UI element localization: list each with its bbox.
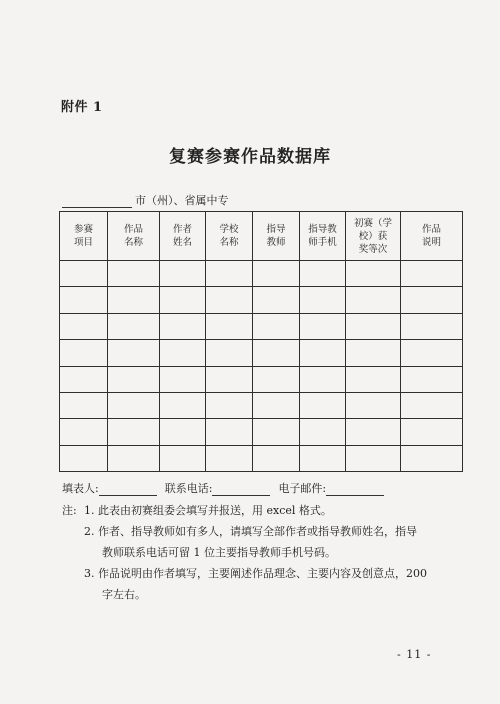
notes-label: 注: — [62, 504, 77, 517]
table-row — [60, 261, 463, 287]
table-cell[interactable] — [60, 340, 108, 366]
table-cell[interactable] — [300, 313, 346, 339]
table-cell[interactable] — [401, 313, 463, 339]
table-cell[interactable] — [108, 419, 160, 445]
header-advisor-phone: 指导教 师手机 — [300, 212, 346, 261]
table-cell[interactable] — [401, 287, 463, 313]
table-row — [60, 340, 463, 366]
table-cell[interactable] — [346, 366, 401, 392]
table-cell[interactable] — [401, 366, 463, 392]
table-row — [60, 392, 463, 418]
table-cell[interactable] — [206, 445, 253, 471]
note-item: 字左右。 — [102, 588, 146, 601]
header-author-name: 作者 姓名 — [160, 212, 206, 261]
notes-section — [62, 500, 442, 605]
table-cell[interactable] — [346, 287, 401, 313]
table-cell[interactable] — [160, 261, 206, 287]
note-item: 1. 此表由初赛组委会填写并报送，用 excel 格式。 — [84, 504, 332, 517]
table-cell[interactable] — [401, 419, 463, 445]
table-cell[interactable] — [253, 392, 300, 418]
attachment-label: 附件 1 — [61, 100, 103, 115]
table-cell[interactable] — [253, 366, 300, 392]
header-advisor: 指导 教师 — [253, 212, 300, 261]
table-cell[interactable] — [253, 287, 300, 313]
table-cell[interactable] — [108, 445, 160, 471]
table-cell[interactable] — [160, 287, 206, 313]
table-cell[interactable] — [253, 261, 300, 287]
table-cell[interactable] — [206, 261, 253, 287]
table-cell[interactable] — [160, 419, 206, 445]
table-cell[interactable] — [60, 313, 108, 339]
table-cell[interactable] — [60, 445, 108, 471]
table-cell[interactable] — [206, 313, 253, 339]
note-item: 教师联系电话可留 1 位主要指导教师手机号码。 — [102, 546, 336, 559]
table-cell[interactable] — [346, 392, 401, 418]
table-cell[interactable] — [300, 366, 346, 392]
table-cell[interactable] — [160, 313, 206, 339]
table-cell[interactable] — [346, 340, 401, 366]
table-cell[interactable] — [401, 340, 463, 366]
table-cell[interactable] — [206, 419, 253, 445]
phone-label: 联系电话: — [164, 482, 213, 495]
header-work-description: 作品 说明 — [401, 212, 463, 261]
table-cell[interactable] — [160, 366, 206, 392]
table-row — [60, 313, 463, 339]
table-cell[interactable] — [160, 340, 206, 366]
table-cell[interactable] — [206, 340, 253, 366]
region-line — [62, 192, 229, 208]
email-blank[interactable] — [326, 483, 384, 496]
note-item: 2. 作者、指导教师如有多人，请填写全部作者或指导教师姓名，指导 — [84, 525, 417, 538]
header-work-name: 作品 名称 — [108, 212, 160, 261]
table-cell[interactable] — [346, 445, 401, 471]
region-blank — [62, 195, 132, 208]
table-cell[interactable] — [108, 313, 160, 339]
filler-blank[interactable] — [99, 483, 157, 496]
table-row — [60, 366, 463, 392]
table-cell[interactable] — [108, 392, 160, 418]
table-cell[interactable] — [346, 313, 401, 339]
table-cell[interactable] — [108, 287, 160, 313]
table-row — [60, 419, 463, 445]
table-row — [60, 445, 463, 471]
table-cell[interactable] — [253, 419, 300, 445]
table-cell[interactable] — [401, 445, 463, 471]
table-cell[interactable] — [60, 261, 108, 287]
table-cell[interactable] — [300, 287, 346, 313]
table-cell[interactable] — [108, 261, 160, 287]
table-cell[interactable] — [108, 340, 160, 366]
table-header-row — [60, 212, 463, 261]
table-cell[interactable] — [300, 419, 346, 445]
table-cell[interactable] — [160, 392, 206, 418]
header-project: 参赛 项目 — [60, 212, 108, 261]
table-cell[interactable] — [108, 366, 160, 392]
table-cell[interactable] — [60, 366, 108, 392]
table-cell[interactable] — [300, 392, 346, 418]
page-number: - 11 - — [397, 648, 432, 661]
table-cell[interactable] — [300, 261, 346, 287]
table-cell[interactable] — [253, 445, 300, 471]
table-cell[interactable] — [206, 366, 253, 392]
table-cell[interactable] — [60, 419, 108, 445]
table-cell[interactable] — [300, 445, 346, 471]
table-cell[interactable] — [60, 287, 108, 313]
table-cell[interactable] — [160, 445, 206, 471]
page-title: 复赛参赛作品数据库 — [169, 147, 331, 167]
table-cell[interactable] — [60, 392, 108, 418]
header-preliminary-award: 初赛（学 校）获 奖等次 — [346, 212, 401, 261]
table-cell[interactable] — [206, 287, 253, 313]
table-cell[interactable] — [253, 313, 300, 339]
table-cell[interactable] — [206, 392, 253, 418]
table-row — [60, 287, 463, 313]
header-school-name: 学校 名称 — [206, 212, 253, 261]
works-table — [59, 211, 463, 472]
table-cell[interactable] — [346, 419, 401, 445]
table-cell[interactable] — [401, 392, 463, 418]
email-label: 电子邮件: — [278, 482, 327, 495]
table-cell[interactable] — [300, 340, 346, 366]
note-item: 3. 作品说明由作者填写，主要阐述作品理念、主要内容及创意点，200 — [84, 567, 427, 580]
region-suffix: 市（州）、省属中专 — [135, 194, 229, 207]
table-cell[interactable] — [253, 340, 300, 366]
filler-info-row — [62, 480, 392, 496]
filler-label: 填表人: — [62, 482, 99, 495]
table-cell[interactable] — [401, 261, 463, 287]
table-cell[interactable] — [346, 261, 401, 287]
phone-blank[interactable] — [212, 483, 270, 496]
